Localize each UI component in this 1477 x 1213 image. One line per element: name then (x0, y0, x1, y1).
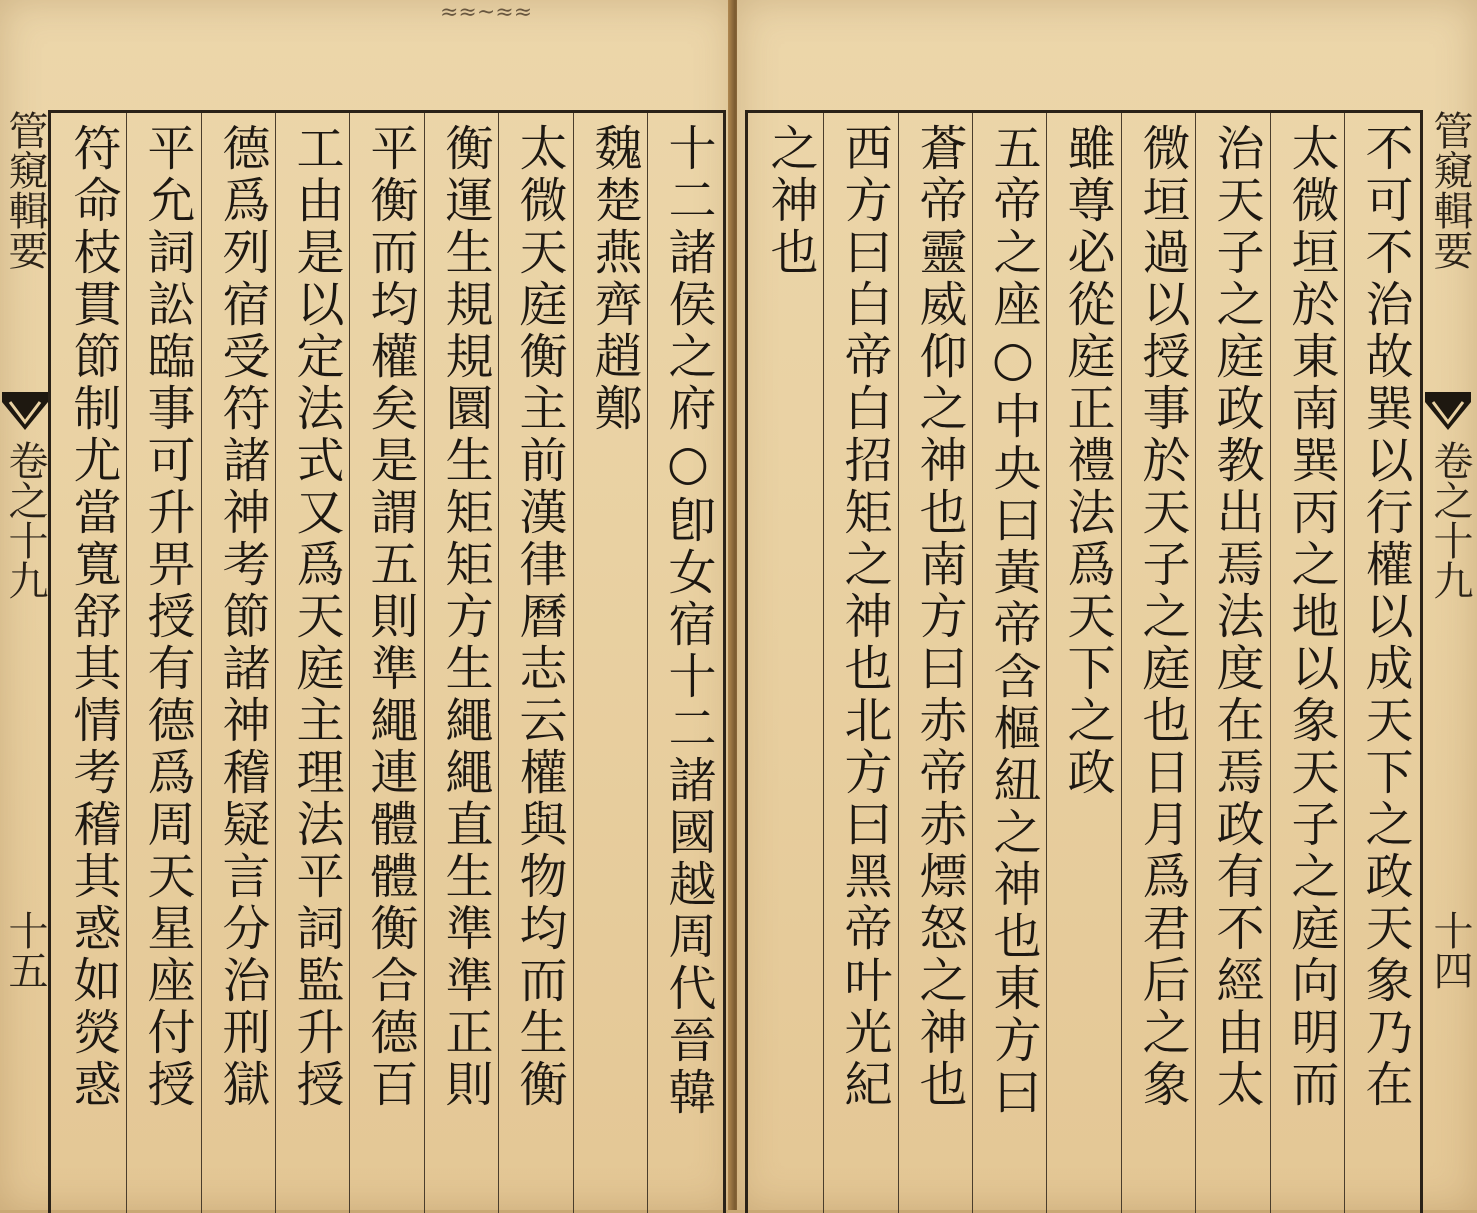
left-margin-volume: 卷之十九 (2, 440, 48, 600)
left-text-column-8: 平允詞訟臨事可升畀授有德爲周天星座付授 (139, 123, 195, 1111)
fishtail-mark-icon (2, 392, 48, 432)
right-text-column-3: 治天子之庭政教出焉法度在焉政有不經由太 (1208, 123, 1264, 1111)
right-text-column-4: 微垣過以授事於天子之庭也日月爲君后之象 (1134, 123, 1190, 1111)
left-margin-title: 管窺輯要 (2, 110, 48, 270)
right-margin-page: 十四 (1427, 910, 1473, 990)
left-text-column-2: 魏楚燕齊趙鄭 (586, 123, 642, 435)
right-margin-volume: 卷之十九 (1427, 440, 1473, 600)
right-margin-title: 管窺輯要 (1427, 110, 1473, 270)
right-text-column-1: 不可不治故巽以行權以成天下之政天象乃在 (1357, 123, 1413, 1111)
right-page (737, 0, 1477, 1210)
left-text-column-7: 德爲列宿受符諸神考節諸神稽疑言分治刑獄 (214, 123, 270, 1111)
right-text-column-7: 蒼帝靈威仰之神也南方曰赤帝赤熛怒之神也 (911, 123, 967, 1111)
left-text-frame (48, 110, 726, 1213)
left-text-column-4: 衡運生規規圜生矩矩方生繩繩直生準準正則 (437, 123, 493, 1111)
left-text-column-5: 平衡而均權矣是謂五則準繩連體體衡合德百 (362, 123, 418, 1111)
right-text-column-6: 五帝之座○中央曰黃帝含樞紐之神也東方曰 (985, 123, 1041, 1119)
right-text-column-8: 西方曰白帝白招矩之神也北方曰黑帝叶光紀 (836, 123, 892, 1111)
fishtail-mark-icon (1425, 392, 1471, 432)
left-text-column-9: 符命枝貫節制尤當寬舒其情考稽其惑如熒惑 (65, 123, 121, 1111)
right-text-column-9: 之神也 (762, 123, 818, 279)
left-page (0, 0, 735, 1210)
binding-stain: ≈≈~≈≈ (440, 0, 533, 25)
right-text-column-2: 太微垣於東南巽丙之地以象天子之庭向明而 (1283, 123, 1339, 1111)
right-text-frame (745, 110, 1423, 1213)
left-text-column-6: 工由是以定法式又爲天庭主理法平詞監升授 (288, 123, 344, 1111)
left-text-column-3: 太微天庭衡主前漢律曆志云權與物均而生衡 (511, 123, 567, 1111)
right-text-column-5: 雖尊必從庭正禮法爲天下之政 (1059, 123, 1115, 799)
left-margin-page: 十五 (2, 910, 48, 990)
left-text-column-1: 十二諸侯之府○卽女宿十二諸國越周代晉韓 (660, 123, 716, 1119)
